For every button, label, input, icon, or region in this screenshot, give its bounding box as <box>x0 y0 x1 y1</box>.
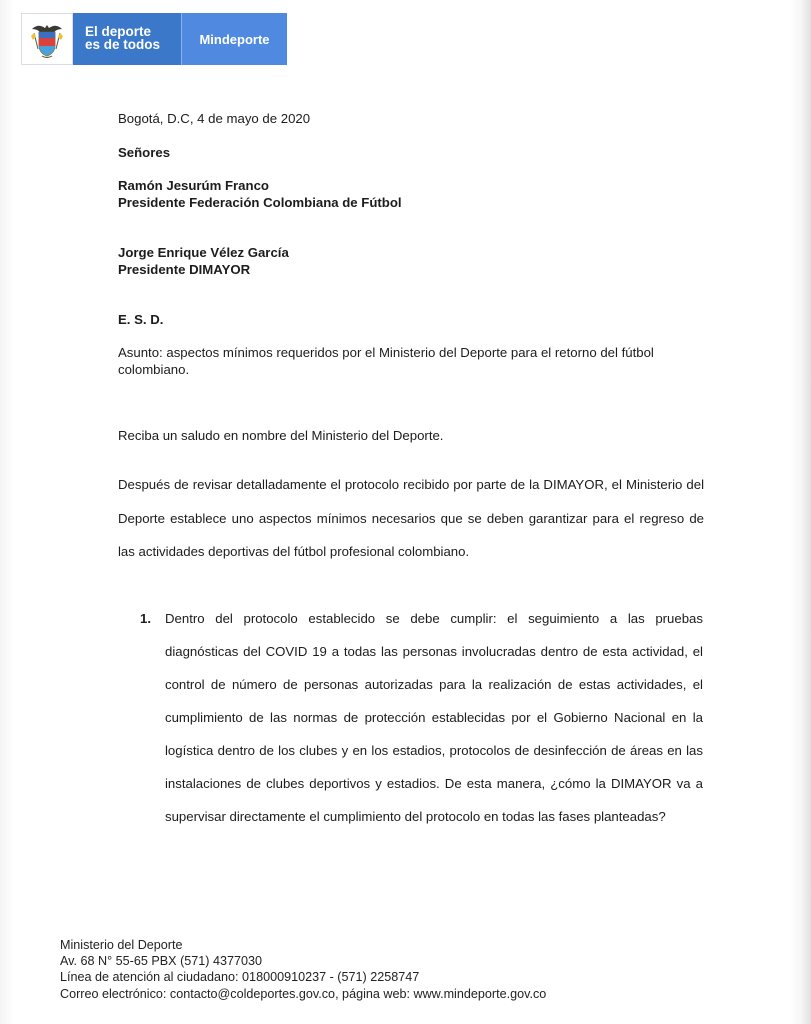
recipient1-name: Ramón Jesurúm Franco <box>118 178 269 193</box>
ministry-logo <box>21 13 287 65</box>
recipient2-title: Presidente DIMAYOR <box>118 262 251 277</box>
list-item-text: Dentro del protocolo establecido se debe cumplir: el seguimiento a las pruebas diagnósticas del COVID 19 a todas las personas involucradas dentro de esta actividad, el control de número de personas autorizadas para la realización de estas actividades, el cumplimiento de las normas de protección establecidas por el Gobierno Nacional en la logística dentro de los clubes y en los estadios, protocolos de desinfección de áreas en las instalaciones de clubes deportivos y estadios. De esta manera, ¿cómo la DIMAYOR va a supervisar directamente el cumplimiento del protocolo en todas las fases planteadas? <box>165 611 703 824</box>
letter-footer <box>60 937 546 1002</box>
ministry-name: Mindeporte <box>181 13 287 65</box>
page-shadow <box>801 0 811 1024</box>
subject-line-1: Asunto: aspectos mínimos requeridos por el Ministerio del Deporte para el retorno del fútbol <box>118 345 654 360</box>
body-paragraph: Después de revisar detalladamente el protocolo recibido por parte de la DIMAYOR, el Ministerio del Deporte establece uno aspectos mínimos necesarios que se deben garantizar para el regreso de las actividades deportivas del fútbol profesional colombiano. <box>118 477 704 559</box>
recipient1-title: Presidente Federación Colombiana de Fútbol <box>118 195 402 210</box>
colombia-coat-of-arms-icon <box>21 13 73 65</box>
footer-address: Av. 68 N° 55-65 PBX (571) 4377030 <box>60 954 263 969</box>
footer-ministry: Ministerio del Deporte <box>60 938 183 952</box>
recipient2-name: Jorge Enrique Vélez García <box>118 245 289 260</box>
greeting: Reciba un saludo en nombre del Ministerio del Deporte. <box>118 428 444 443</box>
slogan-block <box>73 13 181 65</box>
esd-line: E. S. D. <box>118 312 164 327</box>
footer-contact: Correo electrónico: contacto@coldeportes.gov.co, página web: www.mindeporte.gov.co <box>60 986 547 1001</box>
crest-icon <box>28 19 66 59</box>
subject-line-2: colombiano. <box>118 362 190 377</box>
list-item-number: 1. <box>140 611 151 626</box>
date-line: Bogotá, D.C, 4 de mayo de 2020 <box>118 111 311 126</box>
footer-hotline: Línea de atención al ciudadano: 018000910237 - (571) 2258747 <box>60 970 420 985</box>
salutation: Señores <box>118 145 171 160</box>
slogan-line-2: es de todos <box>85 37 161 52</box>
slogan-line-1: El deporte <box>85 24 152 39</box>
